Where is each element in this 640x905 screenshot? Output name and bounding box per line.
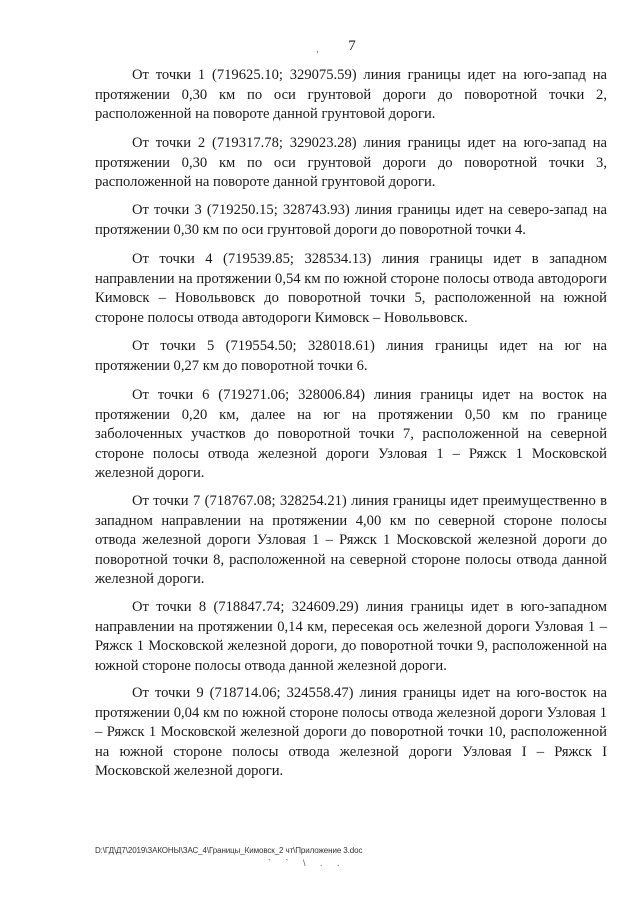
boundary-paragraph-point-5: От точки 5 (719554.50; 328018.61) линия границы идет на юг на протяжении 0,27 км до поворотной точки 6. [95,338,607,374]
boundary-paragraph-point-7: От точки 7 (718767.08; 328254.21) линия границы идет преимущественно в западном направлении на протяжении 4,00 км по северной стороне полосы отвода железной дороги Узловая 1 – Ряжск 1 Московской железной дороги до поворотной точки 8, расположенной на северной стороне полосы отвода данной железной дороги. [95,493,607,588]
footer-file-path: D:\ГД\Д7\2019\ЗАКОНЫ\ЗАС_4\Границы_Кимовск_2 чт\Приложение 3.doc [95,846,363,855]
boundary-paragraph-point-1: От точки 1 (719625.10; 329075.59) линия границы идет на юго-запад на протяжении 0,30 км по оси грунтовой дороги до поворотной точки 2, расположенной на повороте данной грунтовой дороги. [95,67,607,123]
page-number: 7 [348,38,356,54]
boundary-paragraph-point-9: От точки 9 (718714.06; 324558.47) линия границы идет на юго-восток на протяжении 0,04 км по южной стороне полосы отвода железной дороги Узловая 1 – Ряжск 1 Московской железной дороги до поворотной точки 10, расположенной на южной стороне полосы отвода железной дороги Узловая I – Ряжск I Московской железной дороги. [95,685,607,780]
scan-artifact-mark-bottom: ` ` \ . . [268,858,346,868]
boundary-paragraph-point-6: От точки 6 (719271.06; 328006.84) линия границы идет на восток на протяжении 0,20 км, далее на юг на протяжении 0,50 км по границе заболоченных участков до поворотной точки 7, расположенной на северной стороне полосы отвода железной дороги Узловая 1 – Ряжск 1 Московской железной дороги. [95,387,607,482]
scan-artifact-mark: , [316,44,319,54]
boundary-paragraph-point-2: От точки 2 (719317.78; 329023.28) линия границы идет на юго-запад на протяжении 0,30 км по оси грунтовой дороги до поворотной точки 3, расположенной на повороте данной грунтовой дороги. [95,135,607,191]
boundary-paragraph-point-4: От точки 4 (719539.85; 328534.13) линия границы идет в западном направлении на протяжении 0,54 км по южной стороне полосы отвода автодороги Кимовск – Новольвовск до поворотной точки 5, расположенной на южной стороне полосы отвода автодороги Кимовск – Новольвовск. [95,251,607,326]
boundary-paragraph-point-8: От точки 8 (718847.74; 324609.29) линия границы идет в юго-западном направлении на протяжении 0,14 км, пересекая ось железной дороги Узловая 1 – Ряжск 1 Московской железной дороги, до поворотной точки 9, расположенной на южной стороне полосы отвода данной железной дороги. [95,599,607,674]
boundary-paragraph-point-3: От точки 3 (719250.15; 328743.93) линия границы идет на северо-запад на протяжении 0,30 км по оси грунтовой дороги до поворотной точки 4. [95,202,607,238]
